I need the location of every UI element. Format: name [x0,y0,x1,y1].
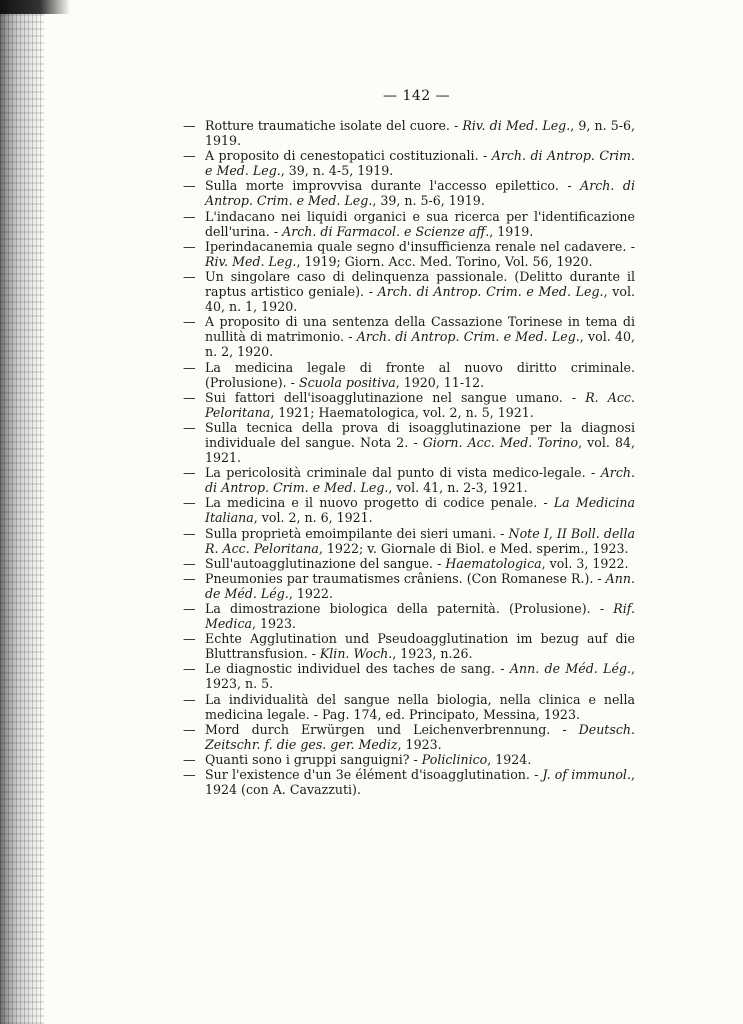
list-item [183,526,635,556]
entry-tail: , 39, n. 5-6, 1919. [372,193,485,209]
entry-tail: , 1919. [489,223,534,239]
entry-source: Note I, II Boll. della R. Acc. Peloritana [205,525,635,556]
entry-dash: — [183,555,196,571]
list-item [183,601,635,631]
entry-tail: , 39, n. 4-5, 1919. [280,163,394,179]
entry-source: Rif. Medica [205,601,635,632]
entry-title: Sulla morte improvvisa durante l'accesso epilettico. - [205,178,572,194]
entry-title: A proposito di una sentenza della Cassazione Torinese in tema di nullità di matrimonio. - [205,314,635,345]
entry-dash: — [183,601,196,616]
entry-title: Sull'autoagglutinazione del sangue. - [205,555,442,571]
entry-tail: , vol. 2, n. 6, 1921. [253,510,373,526]
list-item [183,239,635,269]
entry-tail: , vol. 41, n. 2-3, 1921. [388,480,528,496]
bibliography-list [183,118,635,797]
entry-source: Ann. de Méd. Lég. [509,661,631,677]
entry-dash: — [183,751,196,767]
entry-dash: — [183,525,196,541]
list-item [183,752,635,767]
entry-dash: — [183,148,196,164]
entry-source: Ann. de Méd. Lég. [205,570,635,601]
entry-tail: , 9, n. 5-6, 1919. [205,118,635,149]
scan-corner-mark [0,0,70,14]
entry-dash: — [183,238,196,254]
entry-dash: — [183,118,196,133]
entry-dash: — [183,314,196,330]
list-item [183,420,635,465]
list-item [183,631,635,661]
entry-tail: , 1921; Haematologica, vol. 2, n. 5, 1921. [270,404,534,420]
entry-title: Iperindacanemia quale segno d'insufficienza renale nel cadavere. - [205,238,635,254]
list-item [183,495,635,525]
list-item [183,209,635,239]
list-item [183,722,635,752]
list-item [183,661,635,691]
entry-tail: , vol. 40, n. 2, 1920. [205,329,635,360]
entry-source: Haematologica [445,555,542,571]
entry-dash: — [183,570,196,586]
entry-title: La medicina legale di fronte al nuovo diritto criminale. (Prolusione). - [205,359,635,390]
entry-source: Arch. di Antrop. Crim. e Med. Leg. [205,148,635,179]
entry-title: A proposito di cenestopatici costituzionali. - [205,148,488,164]
list-item [183,178,635,208]
entry-tail: , 1923. [397,736,442,752]
entry-tail: , vol. 84, 1921. [205,434,635,466]
entry-title: Pneumonies par traumatismes crâniens. (Con Romanese R.). - [205,570,602,586]
entry-tail: , 1924. [487,751,532,767]
entry-source: Riv. di Med. Leg. [462,118,571,133]
list-item [183,390,635,420]
list-item [183,465,635,495]
entry-dash: — [183,465,196,481]
entry-tail: , 1922; v. Giornale di Biol. e Med. sperim., 1923. [318,540,629,556]
entry-source: Scuola positiva [298,374,396,390]
entry-title: Echte Agglutination und Pseudoagglutination im bezug auf die Bluttransfusion. - [205,631,635,662]
entry-tail: , 1924 (con A. Cavazzuti). [205,767,635,798]
entry-tail: Pag. 174, ed. Principato, Messina, 1923. [322,706,580,722]
entry-title: Le diagnostic individuel des taches de sang. - [205,661,505,677]
entry-source: R. Acc. Peloritana [205,389,635,420]
entry-dash: — [183,495,196,511]
list-item [183,692,635,722]
entry-source: J. of immunol. [542,767,631,783]
list-item [183,118,635,148]
entry-source: Klin. Woch. [319,646,393,662]
entry-tail: , vol. 40, n. 1, 1920. [205,284,635,315]
list-item [183,360,635,390]
entry-dash: — [183,208,196,224]
entry-tail: , vol. 3, 1922. [541,555,629,571]
list-item [183,556,635,571]
entry-dash: — [183,389,196,405]
entry-title: La individualità del sangue nella biologia, nella clinica e nella medicina legale. - [205,691,635,722]
entry-tail: , 1923. [252,616,297,632]
entry-dash: — [183,359,196,375]
entry-dash: — [183,721,196,737]
entry-dash: — [183,767,196,783]
entry-title: Quanti sono i gruppi sanguigni? - [205,751,418,767]
entry-tail: , 1923, n. 5. [205,661,635,692]
entry-source: Arch. di Antrop. Crim. e Med. Leg. [356,329,580,345]
scan-binding-edge [0,0,44,1024]
entry-title: La dimostrazione biologica della paternità. (Prolusione). - [205,601,605,616]
entry-title: Mord durch Erwürgen und Leichenverbrennung. - [205,721,567,737]
entry-source: Deutsch. Zeitschr. f. die ges. ger. Mediz [205,721,635,752]
page-number: — 142 — [383,88,451,104]
entry-title: La pericolosità criminale dal punto di vista medico-legale. - [205,465,596,481]
entry-source: La Medicina Italiana [205,495,635,526]
entry-title: Sur l'existence d'un 3e élément d'isoagglutination. - [205,767,539,783]
entry-dash: — [183,631,196,647]
list-item [183,314,635,359]
list-item [183,148,635,178]
entry-title: Un singolare caso di delinquenza passionale. (Delitto durante il raptus artistico geniale). - [205,268,635,300]
entry-source: Arch. di Antrop. Crim. e Med. Leg. [377,284,604,300]
entry-dash: — [183,661,196,677]
entry-tail: , 1919; Giorn. Acc. Med. Torino, Vol. 56, 1920. [296,253,593,269]
entry-source: Giorn. Acc. Med. Torino [422,434,579,450]
list-item [183,767,635,797]
list-item [183,571,635,601]
entry-tail: , 1920, 11-12. [395,374,485,390]
entry-source: Arch. di Antrop. Crim. e Med. Leg. [205,178,635,209]
entry-title: Sulla proprietà emoimpilante dei sieri umani. - [205,525,505,541]
entry-tail: , 1923, n.26. [392,646,473,662]
list-item [183,269,635,314]
entry-source: Arch. di Farmacol. e Scienze aff. [282,223,490,239]
entry-source: Arch. di Antrop. Crim. e Med. Leg. [205,465,635,496]
entry-source: Policlinico [421,751,488,767]
entry-title: Sulla tecnica della prova di isoagglutinazione per la diagnosi individuale del sangue. Nota 2. - [205,419,635,450]
entry-dash: — [183,419,196,435]
entry-dash: — [183,178,196,194]
entry-title: L'indacano nei liquidi organici e sua ricerca per l'identificazione dell'urina. - [205,208,635,239]
entry-source: Riv. Med. Leg. [205,253,297,269]
entry-title: La medicina e il nuovo progetto di codice penale. - [205,495,548,511]
entry-title: Rotture traumatiche isolate del cuore. - [205,118,459,133]
entry-tail: , 1922. [288,585,333,601]
entry-dash: — [183,268,196,284]
entry-title: Sui fattori dell'isoagglutinazione nel sangue umano. - [205,389,577,405]
entry-dash: — [183,691,196,707]
